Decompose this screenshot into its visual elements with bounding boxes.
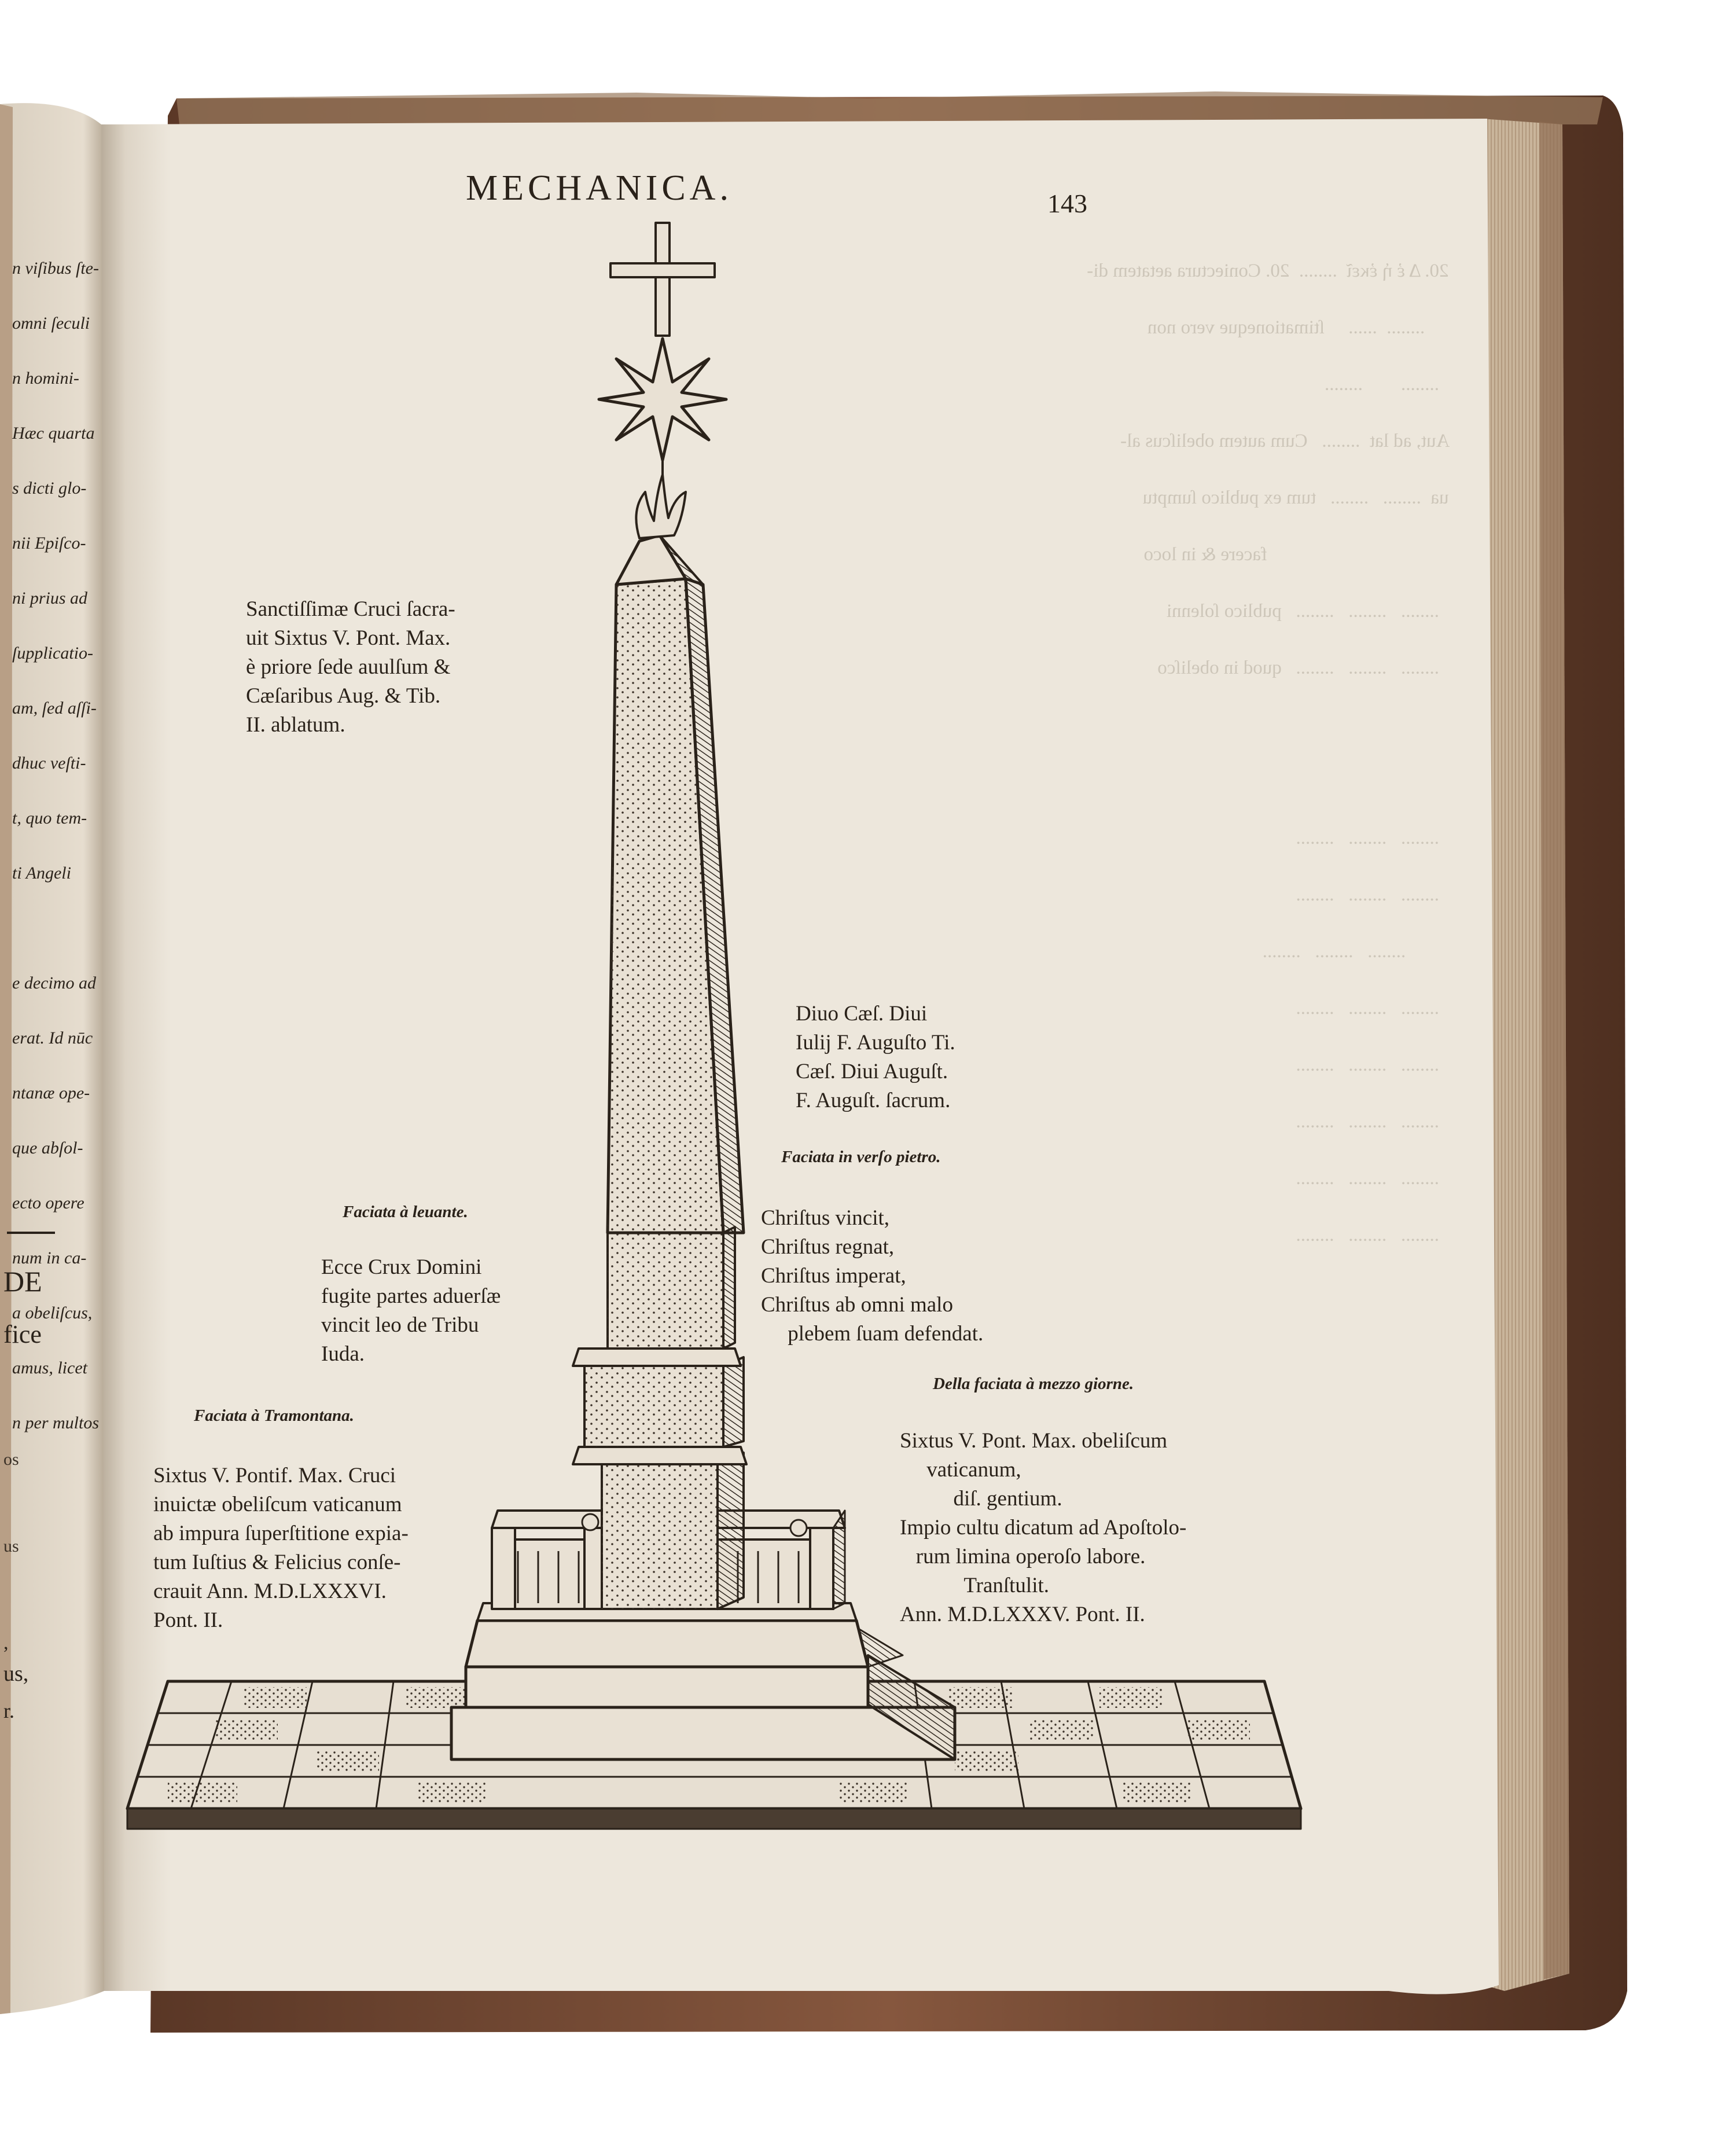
caption-tramontana: Faciata à Tramontana. [194,1406,354,1425]
left-line: amus, licet [12,1358,87,1377]
page-number: 143 [1047,189,1087,218]
show-through-line: ........ ........ ........ publico ſolenni [1166,601,1449,622]
left-page-text [3,227,99,1436]
left-line: n homini- [12,368,79,388]
left-line: s dicti glo- [12,478,87,498]
show-through-line: ........ ........ ........ [1296,1055,1449,1075]
show-through-line: ........ ........ ........ [1296,828,1449,848]
left-fragment: os [3,1450,19,1469]
show-through-line: facere & in loco [1143,544,1449,565]
inscription-right-middle: Chriſtus vincit, Chriſtus regnat, Chriſtus imperat, Chriſtus ab omni malo plebem ſuam defendat. [761,1206,984,1346]
caption-verso-pietro: Faciata in verſo pietro. [781,1148,941,1166]
left-line: omni ſeculi [12,313,90,333]
left-line: que abſol- [12,1138,83,1158]
show-through-line: ........ ........ [1325,374,1449,395]
left-line: ſupplicatio- [12,643,93,663]
show-through-line: ua ........ ........ tum ex publico ſumptu [1142,487,1449,508]
inscription-bottom-right: Sixtus V. Pont. Max. obeliſcum vaticanum, diſ. gentium. Impio cultu dicatum ad Apoſtolo- rum limina operoſo labore. Tranſtulit. Ann. M.D.LXXXV. Pont. II. [900,1429,1187,1626]
show-through-line: ........ ........ ........ [1262,941,1449,962]
left-fragment: us, [3,1662,29,1686]
inscription-bottom-left: Sixtus V. Pontif. Max. Cruci inuictæ obeliſcum vaticanum ab impura ſuperſtitione expia- tum Iuſtius & Felicius conſe- crauit Ann. M.D.LXXXVI. Pont. II. [153,1464,409,1632]
left-heading-fice: fice [3,1320,42,1349]
inscription-top-left: Sanctiſſimæ Cruci ſacra- uit Sixtus V. Pont. Max. è priore ſede auulſum & Cæſaribus Aug. & Tib. II. ablatum. [246,597,455,737]
show-through-line: ........ ........ ........ quod in obeliſco [1157,657,1449,678]
left-line: t, quo tem- [12,808,87,828]
show-through-line: 20. Δ ἐ ἡ ἐκεῖ ........ 20. Coniectura aetatem di- [1087,260,1449,281]
left-line: Hæc quarta [12,423,95,443]
show-through-line: Aut, ad lat ........ Cum autem obeliſcus al- [1120,431,1450,451]
left-fragment: us [3,1537,19,1556]
inscription-right-upper: Diuo Cæſ. Diui Iulij F. Auguſto Ti. Cæſ. Diui Auguſt. F. Auguſt. ſacrum. [796,1002,955,1112]
left-line: ni prius ad [12,588,88,608]
left-line: n viſibus ſte- [12,258,99,278]
left-line: ecto opere [12,1193,84,1213]
left-line: dhuc veſti- [12,753,86,773]
show-through-line: ........ ........ ........ [1296,1168,1449,1189]
left-line: ntanæ ope- [12,1083,90,1103]
left-line: am, ſed aſſi- [12,698,97,718]
inscription-left-middle: Ecce Crux Domini fugite partes aduerſæ vincit leo de Tribu Iuda. [321,1255,501,1366]
show-through-line: ........ ........ ........ [1296,998,1449,1019]
show-through-line: ........ ........ ........ [1296,884,1449,905]
show-through-line: ........ ...... ſtimationeque vero non [1147,317,1449,338]
left-line: ti Angeli [12,863,71,883]
left-line: e decimo ad [12,973,96,993]
left-fragment: r. [3,1699,15,1722]
left-fragment: , [3,1632,9,1654]
left-line: nii Epiſco- [12,533,86,553]
left-line: a obeliſcus, [12,1303,93,1322]
show-through-line: ........ ........ ........ [1296,1111,1449,1132]
caption-mezzo-giorno: Della faciata à mezzo giorne. [933,1375,1134,1393]
caption-levante: Faciata à leuante. [343,1203,468,1221]
left-line: n per multos [12,1413,99,1432]
show-through-line: ........ ........ ........ [1296,1225,1449,1245]
running-head: MECHANICA. [466,168,733,208]
show-through-text [1087,229,1458,1250]
left-heading-de: DE [3,1265,42,1298]
left-line: num in ca- [12,1248,87,1267]
left-line: erat. Id nūc [12,1028,93,1048]
